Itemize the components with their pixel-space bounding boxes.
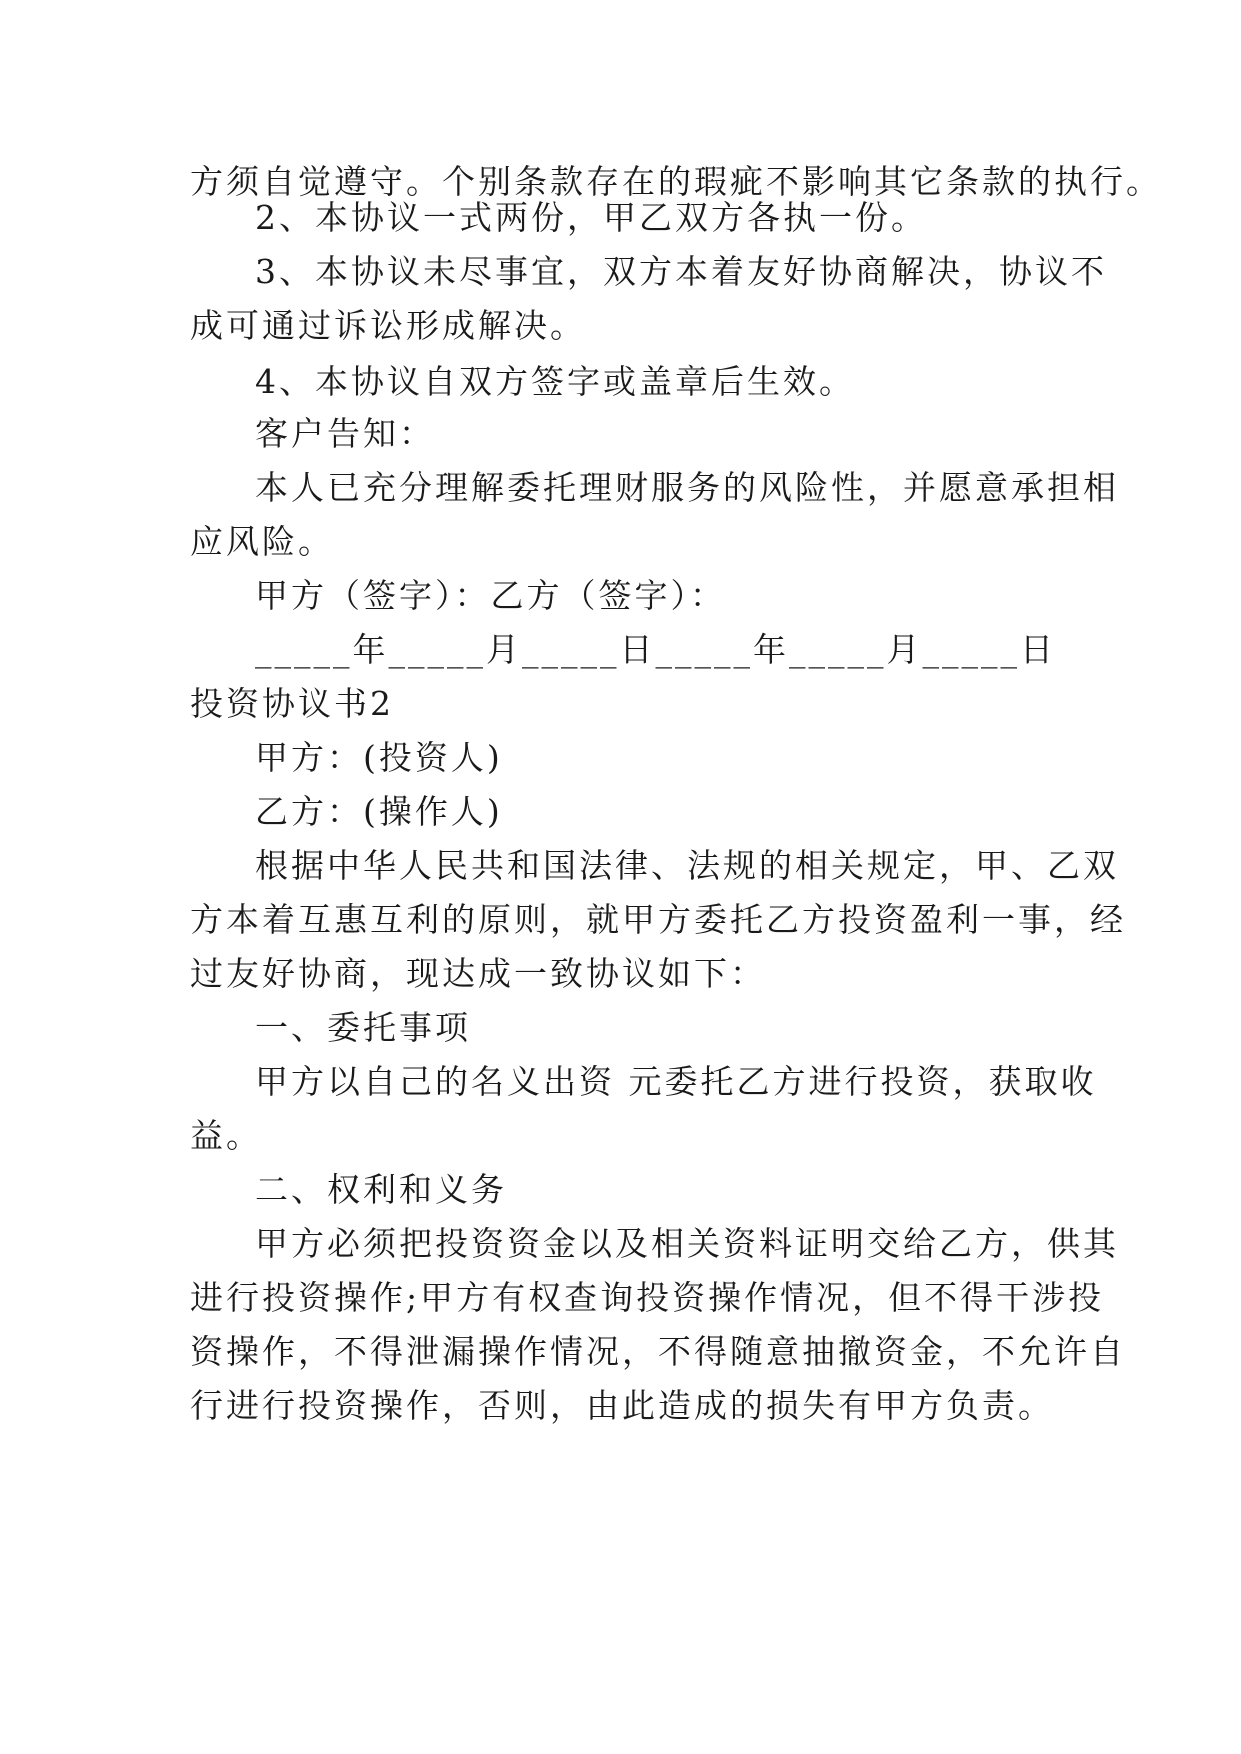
paragraph-line: 益。: [190, 1116, 262, 1155]
paragraph-line: 进行投资操作;甲方有权查询投资操作情况，但不得干涉投: [190, 1278, 1105, 1317]
clause-3: 3、本协议未尽事宜，双方本着友好协商解决，协议不: [255, 252, 1107, 291]
signature-line: 甲方（签字）：乙方（签字）：: [255, 576, 726, 615]
document-title: 投资协议书2: [190, 684, 394, 723]
section-1-text: 甲方以自己的名义出资 元委托乙方进行投资，获取收: [255, 1062, 1097, 1101]
party-b: 乙方：(操作人): [255, 792, 503, 831]
party-a: 甲方：(投资人): [255, 738, 503, 777]
paragraph-line: 成可通过诉讼形成解决。: [190, 306, 586, 345]
paragraph-line: 应风险。: [190, 522, 334, 561]
section-heading-1: 一、委托事项: [255, 1008, 471, 1047]
paragraph-line: 方本着互惠互利的原则，就甲方委托乙方投资盈利一事，经: [190, 900, 1126, 939]
paragraph-line: 资操作，不得泄漏操作情况，不得随意抽撤资金，不允许自: [190, 1332, 1126, 1371]
paragraph-line: 行进行投资操作，否则，由此造成的损失有甲方负责。: [190, 1386, 1054, 1425]
preamble-text: 根据中华人民共和国法律、法规的相关规定，甲、乙双: [255, 846, 1119, 885]
paragraph-line: 方须自觉遵守。个别条款存在的瑕疵不影响其它条款的执行。: [190, 162, 1162, 201]
date-line: _____年_____月_____日_____年_____月_____日: [255, 630, 1056, 669]
customer-notice-text: 本人已充分理解委托理财服务的风险性，并愿意承担相: [255, 468, 1119, 507]
section-heading-2: 二、权利和义务: [255, 1170, 507, 1209]
clause-4: 4、本协议自双方签字或盖章后生效。: [255, 362, 855, 401]
section-2-text: 甲方必须把投资资金以及相关资料证明交给乙方，供其: [255, 1224, 1119, 1263]
customer-notice-heading: 客户告知：: [255, 414, 435, 453]
clause-2: 2、本协议一式两份，甲乙双方各执一份。: [255, 198, 927, 237]
paragraph-line: 过友好协商，现达成一致协议如下：: [190, 954, 766, 993]
